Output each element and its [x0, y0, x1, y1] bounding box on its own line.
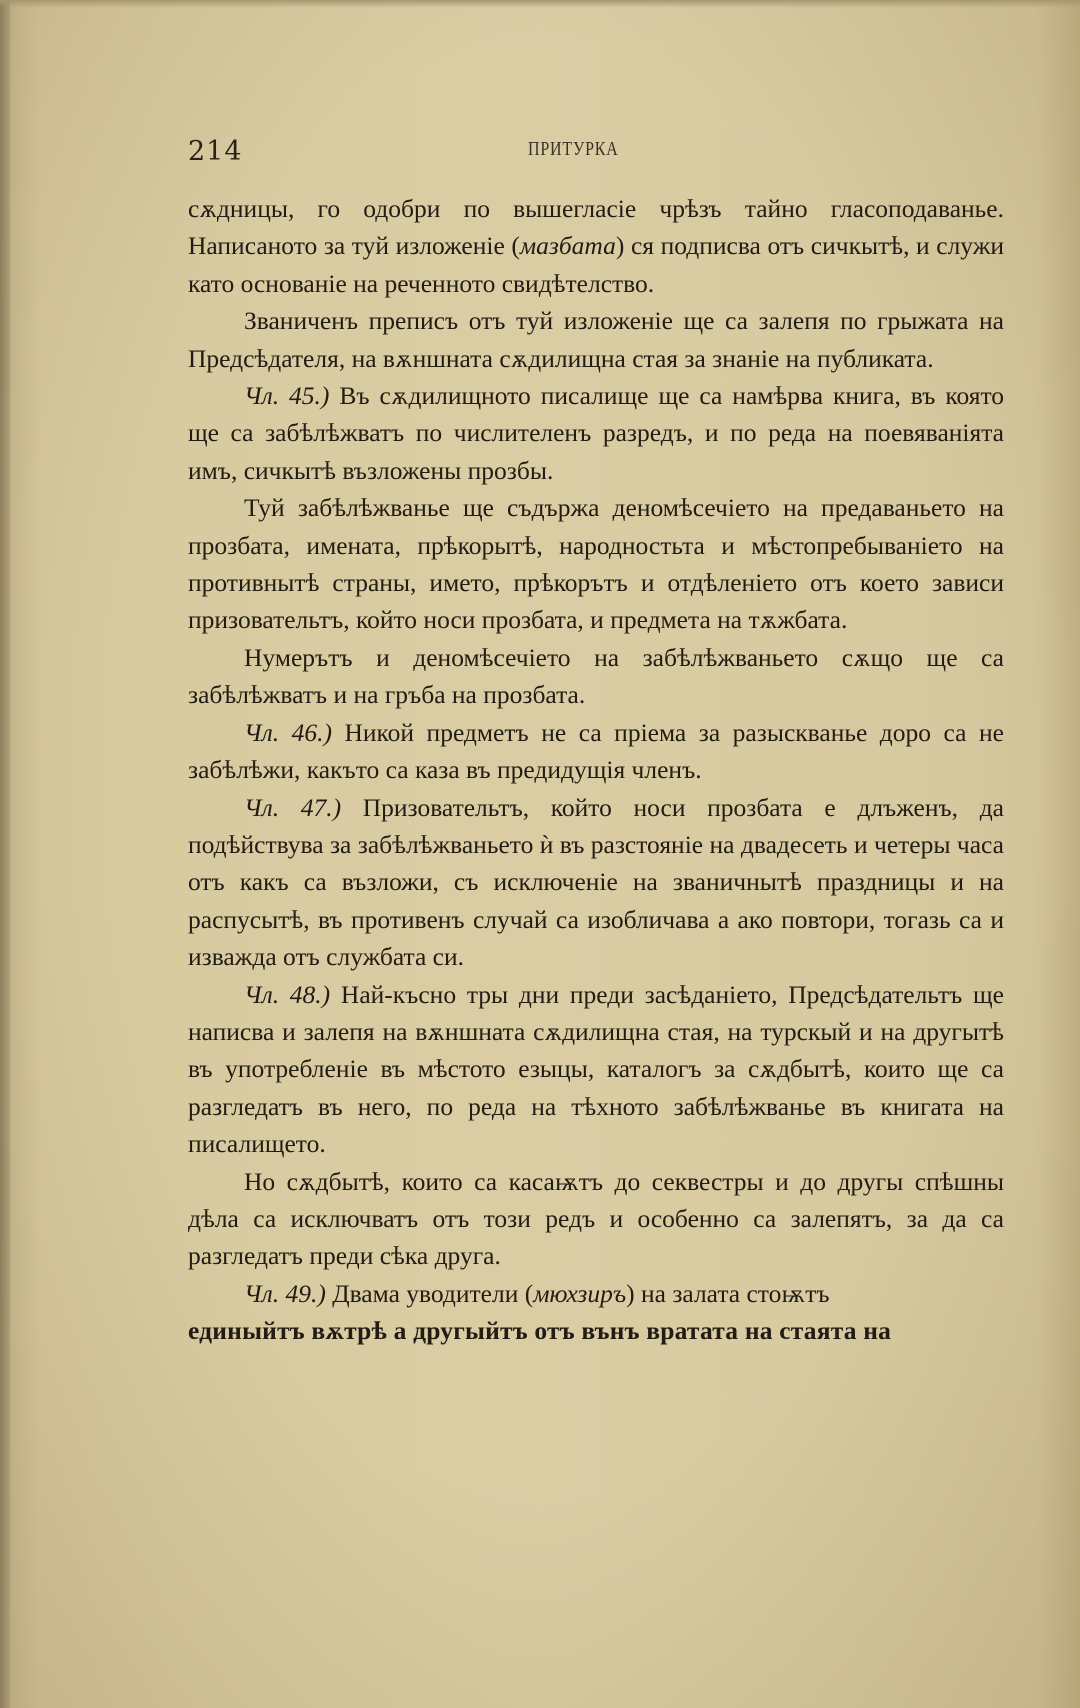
paragraph-text: Никой предметъ не са пріема за разыскванье доро са не забѣлѣжи, какъто са каза въ предидущія членъ.	[188, 717, 1004, 785]
page-top-edge	[0, 0, 1080, 8]
page-number: 214	[188, 136, 243, 167]
italic-term: мюхзиръ	[533, 1278, 627, 1308]
article-46	[188, 714, 1004, 789]
body-text	[188, 190, 1004, 1350]
article-48	[188, 976, 1004, 1163]
paragraph-text: Двама уводители (	[325, 1278, 534, 1308]
paragraph-text: сѫдницы, го одобри по вышегласіе чрѣзъ тайно гласоподаванье. Написаното за туй изложеніе (	[188, 194, 1004, 261]
paragraph	[188, 1163, 1004, 1275]
article-number: Чл. 46.)	[244, 717, 332, 747]
paragraph-text: Призовательтъ, който носи прозбата е длъженъ, да подѣйствува за забѣлѣжваньето ѝ въ разстояніе на двадесеть и четеры часа отъ какъ са възложи, съ исключеніе на званичнытѣ праздницы и на распусытѣ, въ противенъ случай са изобличава а ако повтори, тогазь са и изважда отъ службата си.	[188, 792, 1004, 972]
paragraph-text: Туй забѣлѣжванье ще съдържа деномѣсечіето на предаваньето на прозбата, имената, прѣкорытѣ, народностьта и мѣстопребываніето на противнытѣ страны, името, прѣкорътъ и отдѣленіето отъ което зависи призовательтъ, който носи прозбата, и предмета на тѫжбата.	[188, 493, 1004, 635]
paragraph-continuation	[188, 190, 1004, 302]
paragraph-text: ) на залата стоѭтъ	[626, 1278, 830, 1308]
article-number: Чл. 45.)	[244, 381, 330, 411]
paragraph	[188, 489, 1004, 639]
article-number: Чл. 47.)	[244, 792, 342, 822]
article-47	[188, 789, 1004, 976]
paragraph-text: Въ сѫдилищното писалище ще са намѣрва книга, въ която ще са забѣлѣжватъ по числителенъ разредъ, и по реда на поевяваніята имъ, сичкытѣ възложены прозбы.	[188, 381, 1004, 485]
paragraph-text: единыйтъ вѫтрѣ а другыйтъ отъ вънъ вратата на стаята на	[188, 1316, 892, 1346]
italic-term: мазбата	[519, 231, 616, 261]
paragraph-last-line	[188, 1312, 1004, 1349]
page-binding-edge	[0, 0, 10, 1708]
paragraph-text: Най-късно тры дни преди засѣданіето, Предсѣдательтъ ще написва и залепя на вѫншната сѫдилищна стая, на турскый и на другытѣ въ употребленіе въ мѣстото езыцы, каталогъ за сѫдбытѣ, които ще са разгледатъ въ него, по реда на тѣхното забѣлѣжванье въ книгата на писалището.	[188, 979, 1004, 1159]
paragraph-text: Нумерътъ и деномѣсечіето на забѣлѣжваньето сѫщо ще са забѣлѣжватъ и на гръба на прозбата.	[188, 642, 1004, 710]
paragraph-text: Званиченъ преписъ отъ туй изложеніе ще са залепя по грыжата на Предсѣдателя, на вѫншната сѫдилищна стая за знаніе на публиката.	[188, 306, 1004, 373]
paragraph	[188, 302, 1004, 377]
paragraph	[188, 639, 1004, 714]
page-header	[188, 132, 1000, 172]
paragraph-text: ) ся подписва отъ сичкытѣ, и служи като основаніе на реченното свидѣтелство.	[188, 231, 1004, 298]
paragraph-text: Но сѫдбытѣ, които са касаѭтъ до секвестры и до другы спѣшны дѣла са исключватъ отъ този редъ и особенно са залепятъ, за да са разгледатъ преди сѣка друга.	[188, 1166, 1004, 1271]
article-45	[188, 377, 1004, 489]
running-head: ПРИТУРКА	[528, 138, 619, 160]
article-number: Чл. 48.)	[244, 979, 331, 1009]
article-49	[188, 1275, 1004, 1312]
article-number: Чл. 49.)	[244, 1278, 326, 1308]
